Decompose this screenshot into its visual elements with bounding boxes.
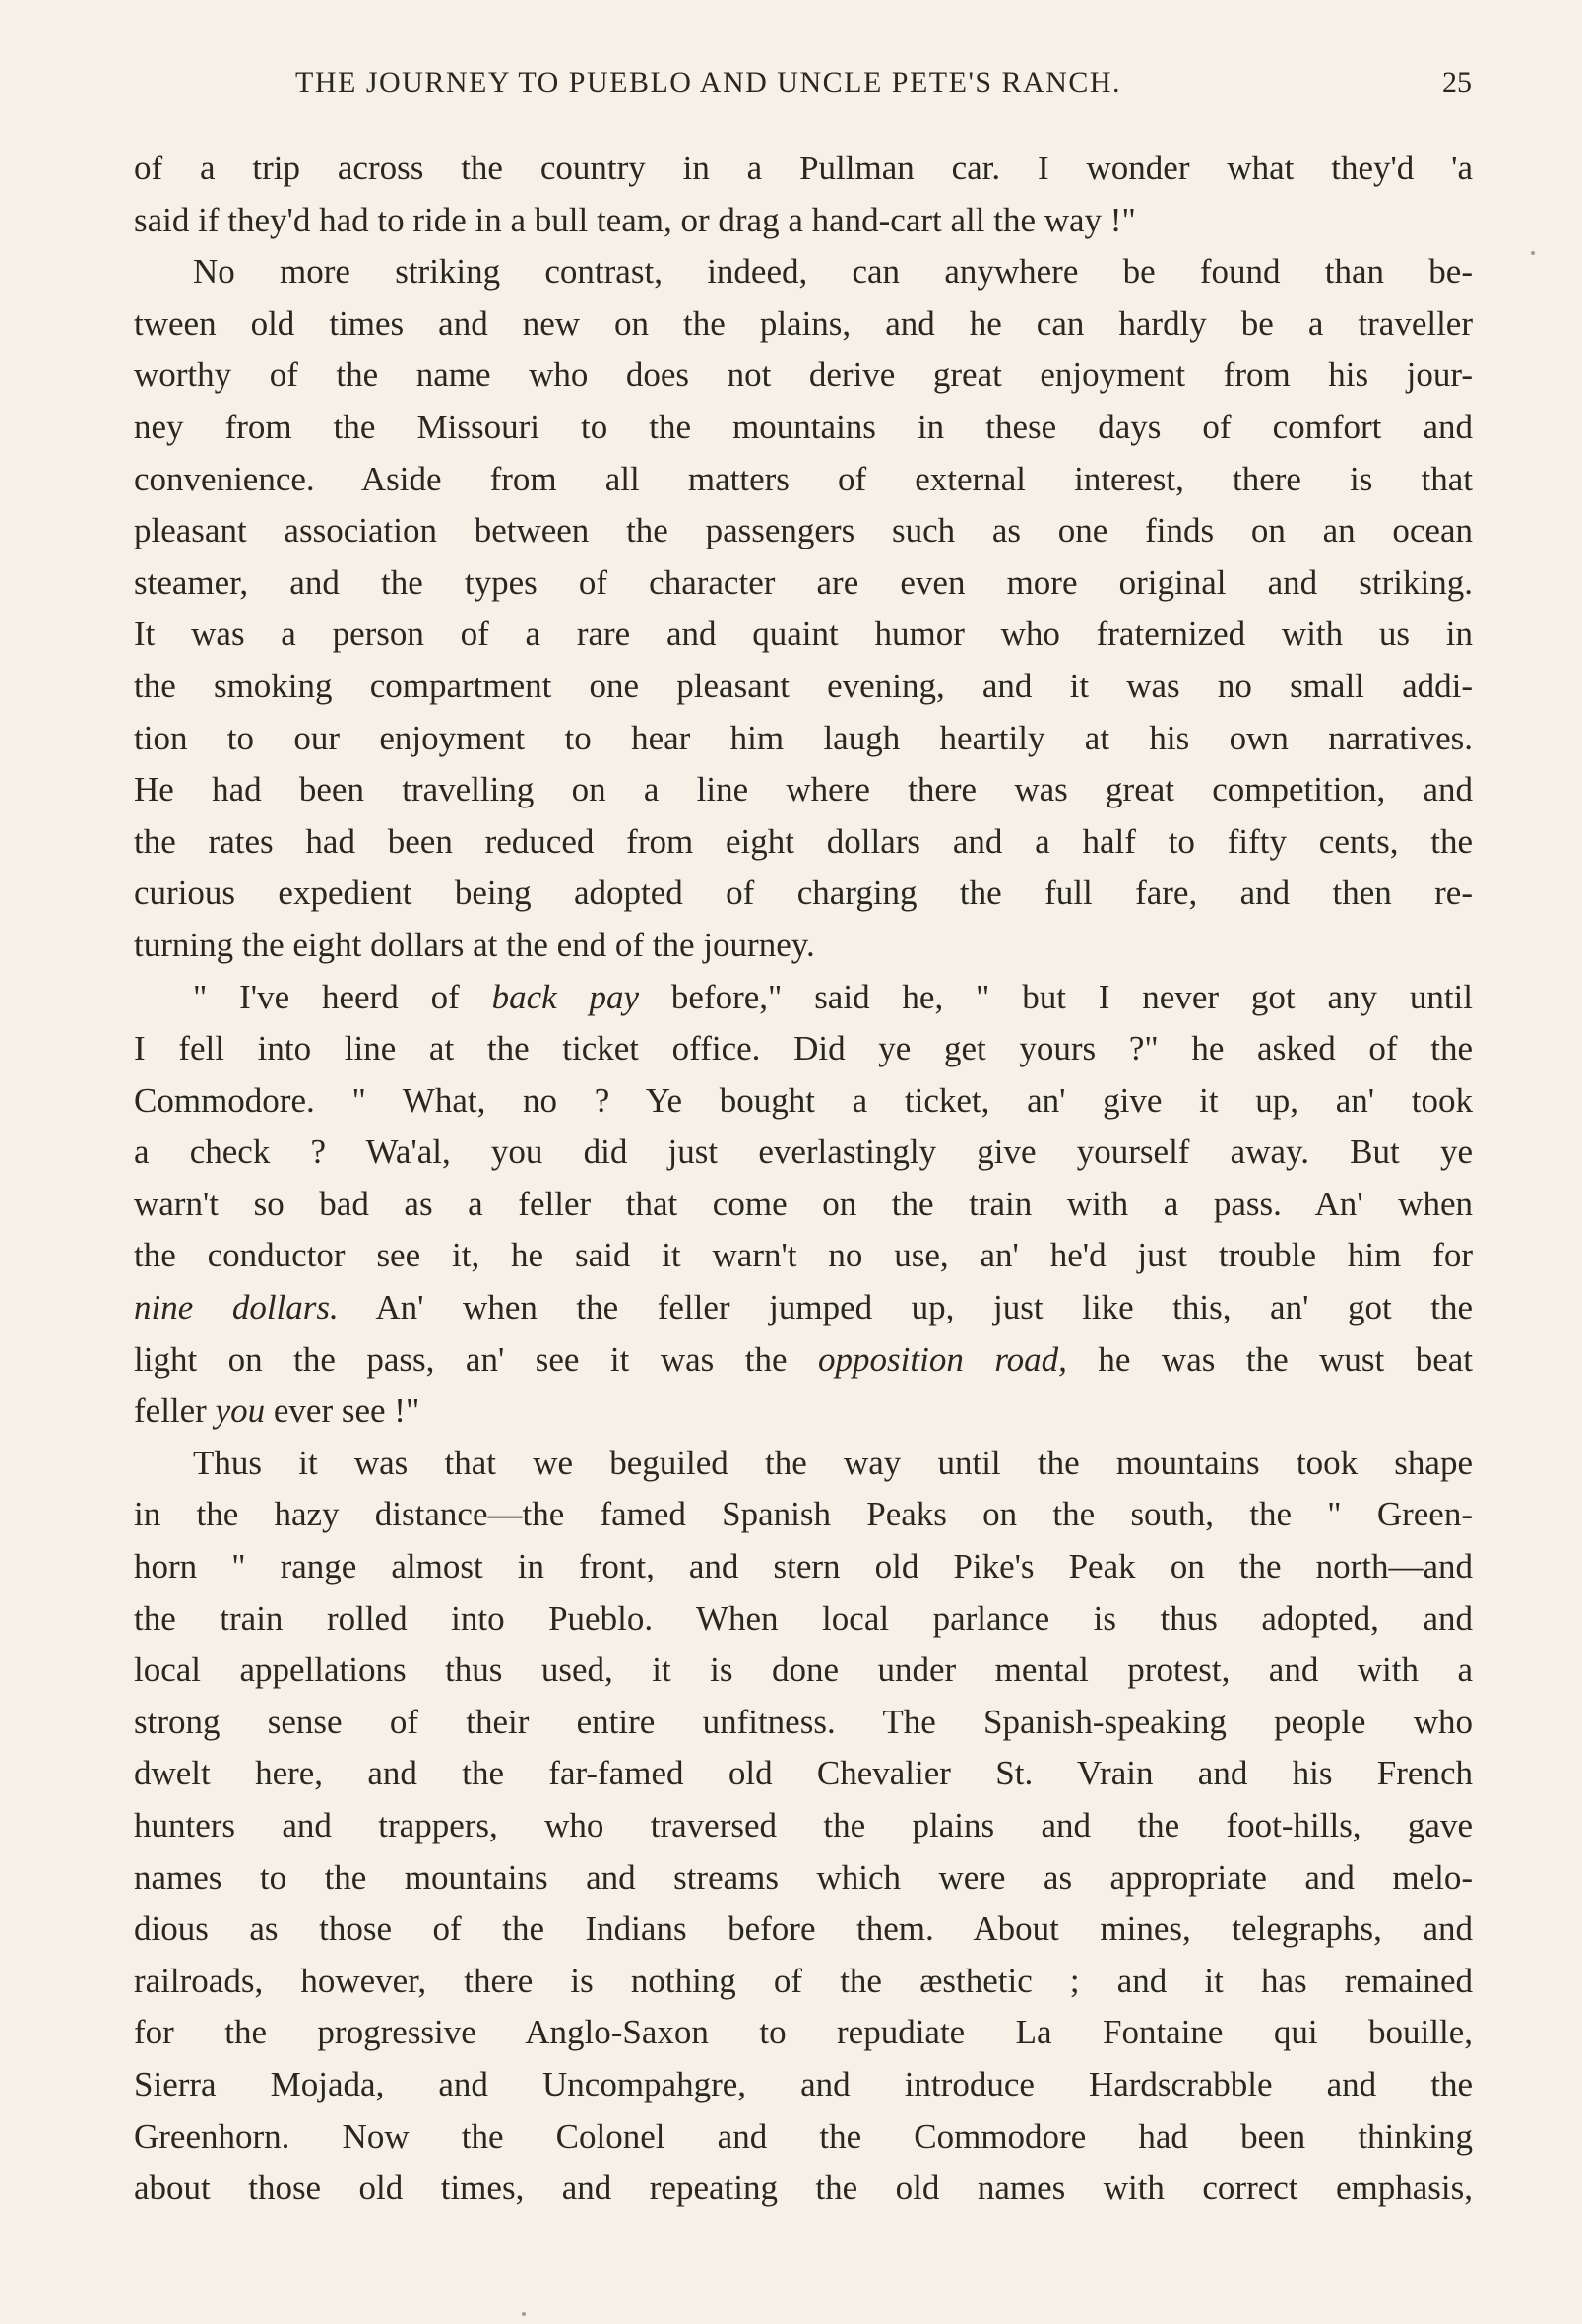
text-line — [134, 1127, 1473, 1179]
text-line — [134, 920, 1473, 972]
text-line — [134, 2111, 1473, 2163]
text-run: he was the wust beat — [1066, 1339, 1473, 1379]
text-run: steamer, and the types of character are even more original and striking. — [134, 562, 1473, 602]
text-run: Greenhorn. Now the Colonel and the Commodore had been thinking — [134, 2116, 1473, 2156]
text-line — [134, 246, 1473, 298]
text-line — [134, 816, 1473, 869]
text-run: pleasant association between the passengers such as one finds on an ocean — [134, 511, 1473, 550]
text-run: Commodore. " What, no ? Ye bought a ticket, an' give it up, an' took — [134, 1080, 1473, 1120]
text-line — [134, 1230, 1473, 1282]
italic-phrase: you — [215, 1391, 266, 1431]
text-line — [134, 350, 1473, 402]
text-run: before," said he, " but I never got any until — [639, 977, 1474, 1016]
page-number: 25 — [1442, 66, 1472, 98]
text-run: curious expedient being adopted of charging the full fare, and then re- — [134, 873, 1473, 913]
text-line — [134, 661, 1473, 713]
text-line — [134, 1697, 1473, 1749]
text-line — [134, 2163, 1473, 2215]
ink-speck — [522, 2312, 526, 2316]
text-run: railroads, however, there is nothing of the æsthetic ; and it has remained — [134, 1961, 1473, 2000]
text-line — [134, 505, 1473, 557]
text-line — [134, 195, 1473, 247]
text-line — [134, 1748, 1473, 1800]
text-run: horn " range almost in front, and stern old Pike's Peak on the north—and — [134, 1547, 1473, 1586]
text-run: strong sense of their entire unfitness. The Spanish-speaking people who — [134, 1702, 1473, 1741]
text-run: tween old times and new on the plains, and he can hardly be a traveller — [134, 303, 1473, 343]
text-run: " I've heerd of — [193, 977, 492, 1016]
text-run: Sierra Mojada, and Uncompahgre, and introduce Hardscrabble and the — [134, 2064, 1473, 2103]
text-run: warn't so bad as a feller that come on the train with a pass. An' when — [134, 1184, 1473, 1223]
text-run: the rates had been reduced from eight dollars and a half to fifty cents, the — [134, 821, 1473, 861]
text-run: dwelt here, and the far-famed old Chevalier St. Vrain and his French — [134, 1754, 1473, 1793]
text-run: light on the pass, an' see it was the — [134, 1339, 819, 1379]
text-line — [134, 1904, 1473, 1956]
text-run: for the progressive Anglo-Saxon to repudiate La Fontaine qui bouille, — [134, 2013, 1473, 2052]
text-run: of a trip across the country in a Pullman car. I wonder what they'd 'a — [134, 149, 1473, 187]
text-line — [134, 1282, 1473, 1334]
text-line — [134, 454, 1473, 506]
text-run: dious as those of the Indians before them. About mines, telegraphs, and — [134, 1909, 1473, 1949]
text-line — [134, 764, 1473, 816]
italic-phrase: nine dollars. — [134, 1288, 339, 1327]
text-run: turning the eight dollars at the end of the journey. — [134, 925, 815, 964]
text-run: the conductor see it, he said it warn't no use, an' he'd just trouble him for — [134, 1236, 1473, 1275]
text-run: local appellations thus used, it is done under mental protest, and with a — [134, 1650, 1473, 1690]
text-run: hunters and trappers, who traversed the plains and the foot-hills, gave — [134, 1806, 1473, 1844]
text-run: in the hazy distance—the famed Spanish Peaks on the south, the " Green- — [134, 1495, 1473, 1534]
text-line — [134, 1956, 1473, 2008]
text-line — [134, 1800, 1473, 1852]
text-run: the train rolled into Pueblo. When local parlance is thus adopted, and — [134, 1598, 1473, 1638]
italic-phrase: back pay — [491, 977, 640, 1016]
text-line — [134, 2059, 1473, 2111]
text-line — [134, 1593, 1473, 1646]
text-line — [134, 298, 1473, 351]
text-line — [134, 1852, 1473, 1904]
text-run: I fell into line at the ticket office. Did ye get yours ?" he asked of the — [134, 1029, 1473, 1068]
text-line — [134, 868, 1473, 920]
text-run: names to the mountains and streams which were as appropriate and melo- — [134, 1857, 1473, 1897]
text-line — [134, 1645, 1473, 1697]
text-run: No more striking contrast, indeed, can anywhere be found than be- — [193, 252, 1473, 291]
text-line — [134, 1023, 1473, 1075]
text-run: a check ? Wa'al, you did just everlastingly give yourself away. But ye — [134, 1132, 1473, 1172]
running-title: THE JOURNEY TO PUEBLO AND UNCLE PETE'S RANCH. — [295, 66, 1122, 98]
text-line — [134, 713, 1473, 765]
margin-mark — [1531, 251, 1535, 255]
text-run: the smoking compartment one pleasant evening, and it was no small addi- — [134, 666, 1473, 705]
italic-phrase: opposition road, — [818, 1339, 1067, 1379]
text-line — [134, 609, 1473, 661]
text-line — [134, 1386, 1473, 1438]
text-line — [134, 1489, 1473, 1541]
text-run: An' when the feller jumped up, just like this, an' got the — [338, 1288, 1473, 1327]
text-run: worthy of the name who does not derive great enjoyment from his jour- — [134, 355, 1473, 395]
text-line — [134, 1541, 1473, 1593]
text-run: about those old times, and repeating the old names with correct emphasis, — [134, 2168, 1473, 2208]
text-line — [134, 402, 1473, 454]
text-run: convenience. Aside from all matters of external interest, there is that — [134, 459, 1473, 498]
text-run: It was a person of a rare and quaint humor who fraternized with us in — [134, 614, 1473, 654]
text-line — [134, 1438, 1473, 1490]
text-run: feller — [134, 1391, 216, 1431]
running-head — [148, 61, 1472, 104]
text-line — [134, 972, 1473, 1024]
text-run: ney from the Missouri to the mountains in these days of comfort and — [134, 407, 1473, 446]
text-line — [134, 557, 1473, 610]
text-line — [134, 1334, 1473, 1387]
body-text — [134, 143, 1473, 2215]
text-line — [134, 1179, 1473, 1231]
text-run: Thus it was that we beguiled the way until the mountains took shape — [193, 1443, 1473, 1482]
text-run: ever see !" — [265, 1391, 420, 1431]
text-line — [134, 143, 1473, 195]
text-run: He had been travelling on a line where there was great competition, and — [134, 770, 1473, 809]
text-line — [134, 2007, 1473, 2059]
text-run: said if they'd had to ride in a bull team, or drag a hand-cart all the way !" — [134, 200, 1136, 239]
text-run: tion to our enjoyment to hear him laugh heartily at his own narratives. — [134, 718, 1473, 757]
text-line — [134, 1075, 1473, 1128]
